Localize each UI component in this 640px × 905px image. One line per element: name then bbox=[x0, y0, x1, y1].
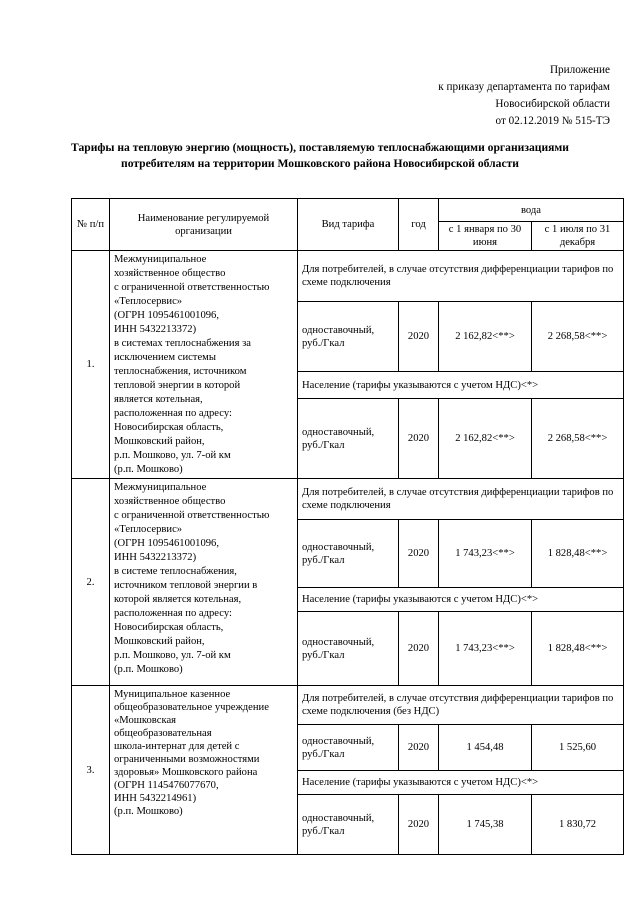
org-line: общеобразовательная bbox=[114, 728, 212, 739]
header-org: Наименование регулируемой организации bbox=[110, 199, 298, 251]
org-line: источником тепловой энергии в bbox=[114, 580, 258, 591]
org-line: Межмуниципальное bbox=[114, 482, 207, 493]
org-line: «Теплосервис» bbox=[114, 296, 183, 307]
org-line: (р.п. Мошково) bbox=[114, 664, 183, 675]
tariff-type: одноставочный, руб./Гкал bbox=[298, 725, 399, 771]
tariff-value-jul-dec: 2 268,58<**> bbox=[532, 302, 624, 372]
org-line: хозяйственное общество bbox=[114, 268, 226, 279]
org-line: Мошковский район, bbox=[114, 436, 205, 447]
tariff-value-jul-dec: 1 828,48<**> bbox=[532, 612, 624, 686]
tariff-type: одноставочный, руб./Гкал bbox=[298, 795, 399, 855]
row-number: 2. bbox=[72, 479, 110, 686]
org-line: является котельная, bbox=[114, 394, 203, 405]
tariff-value-jul-dec: 2 268,58<**> bbox=[532, 399, 624, 479]
tariff-year: 2020 bbox=[399, 302, 439, 372]
tariff-year: 2020 bbox=[399, 399, 439, 479]
organization-cell bbox=[110, 686, 298, 855]
org-line: исключением системы bbox=[114, 352, 216, 363]
consumer-group-label: Для потребителей, в случае отсутствия дифференциации тарифов по схеме подключения bbox=[298, 251, 624, 302]
header-year: год bbox=[399, 199, 439, 251]
org-line: в системе теплоснабжения, bbox=[114, 566, 237, 577]
org-line: школа-интернат для детей с bbox=[114, 741, 240, 752]
tariff-value-jan-jun: 2 162,82<**> bbox=[439, 399, 532, 479]
organization-cell bbox=[110, 251, 298, 479]
table-row bbox=[72, 251, 624, 302]
tariff-type: одноставочный, руб./Гкал bbox=[298, 399, 399, 479]
org-line: теплоснабжения, источником bbox=[114, 366, 247, 377]
org-line: (ОГРН 1095461001096, bbox=[114, 538, 220, 549]
table-row bbox=[72, 686, 624, 725]
tariff-type: одноставочный, руб./Гкал bbox=[298, 612, 399, 686]
org-line: Новосибирская область, bbox=[114, 422, 224, 433]
tariff-value-jan-jun: 1 743,23<**> bbox=[439, 612, 532, 686]
tariff-year: 2020 bbox=[399, 520, 439, 588]
tariff-type: одноставочный, руб./Гкал bbox=[298, 520, 399, 588]
tariff-value-jul-dec: 1 828,48<**> bbox=[532, 520, 624, 588]
org-line: расположенная по адресу: bbox=[114, 608, 232, 619]
org-line: (р.п. Мошково) bbox=[114, 464, 183, 475]
org-line: хозяйственное общество bbox=[114, 496, 226, 507]
organization-cell bbox=[110, 479, 298, 686]
org-line: (р.п. Мошково) bbox=[114, 806, 183, 817]
appendix-line: к приказу департамента по тарифам bbox=[438, 81, 610, 93]
tariff-year: 2020 bbox=[399, 612, 439, 686]
appendix-block bbox=[438, 62, 610, 130]
header-type: Вид тарифа bbox=[298, 199, 399, 251]
header-period2: с 1 июля по 31 декабря bbox=[532, 222, 624, 251]
org-line: с ограниченной ответственностью bbox=[114, 282, 270, 293]
tariff-value-jul-dec: 1 525,60 bbox=[532, 725, 624, 771]
tariff-value-jan-jun: 2 162,82<**> bbox=[439, 302, 532, 372]
row-number: 1. bbox=[72, 251, 110, 479]
org-line: которой является котельная, bbox=[114, 594, 242, 605]
consumer-group-label: Население (тарифы указываются с учетом НДС)<*> bbox=[298, 771, 624, 795]
consumer-group-label: Население (тарифы указываются с учетом НДС)<*> bbox=[298, 371, 624, 398]
header-period1: с 1 января по 30 июня bbox=[439, 222, 532, 251]
org-line: ограниченными возможностями bbox=[114, 754, 260, 765]
org-line: (ОГРН 1145476077670, bbox=[114, 780, 219, 791]
org-line: с ограниченной ответственностью bbox=[114, 510, 270, 521]
org-line: здоровья» Мошковского района bbox=[114, 767, 258, 778]
table-body bbox=[72, 199, 624, 855]
row-number: 3. bbox=[72, 686, 110, 855]
org-line: ИНН 5432214961) bbox=[114, 793, 197, 804]
tariff-year: 2020 bbox=[399, 725, 439, 771]
header-row bbox=[72, 199, 624, 222]
org-line: тепловой энергии в которой bbox=[114, 380, 241, 391]
header-num: № п/п bbox=[72, 199, 110, 251]
org-line: Межмуниципальное bbox=[114, 254, 207, 265]
table-row bbox=[72, 479, 624, 520]
tariff-value-jan-jun: 1 745,38 bbox=[439, 795, 532, 855]
org-line: Муниципальное казенное bbox=[114, 689, 231, 700]
consumer-group-label: Для потребителей, в случае отсутствия дифференциации тарифов по схеме подключения (без НДС) bbox=[298, 686, 624, 725]
tariff-year: 2020 bbox=[399, 795, 439, 855]
org-line: (ОГРН 1095461001096, bbox=[114, 310, 220, 321]
org-line: «Теплосервис» bbox=[114, 524, 183, 535]
org-line: «Мошковская bbox=[114, 715, 177, 726]
appendix-line: Приложение bbox=[549, 64, 610, 76]
consumer-group-label: Население (тарифы указываются с учетом НДС)<*> bbox=[298, 588, 624, 612]
tariff-value-jul-dec: 1 830,72 bbox=[532, 795, 624, 855]
org-line: в системах теплоснабжения за bbox=[114, 338, 252, 349]
org-line: расположенная по адресу: bbox=[114, 408, 232, 419]
tariff-type: одноставочный, руб./Гкал bbox=[298, 302, 399, 372]
appendix-line: от 02.12.2019 № 515-ТЭ bbox=[495, 115, 610, 127]
org-line: Новосибирская область, bbox=[114, 622, 224, 633]
org-line: ИНН 5432213372) bbox=[114, 324, 197, 335]
org-line: р.п. Мошково, ул. 7-ой км bbox=[114, 650, 231, 661]
tariff-value-jan-jun: 1 454,48 bbox=[439, 725, 532, 771]
tariff-table bbox=[71, 198, 624, 855]
org-line: ИНН 5432213372) bbox=[114, 552, 197, 563]
header-water: вода bbox=[439, 199, 624, 222]
consumer-group-label: Для потребителей, в случае отсутствия дифференциации тарифов по схеме подключения bbox=[298, 479, 624, 520]
document-title: Тарифы на тепловую энергию (мощность), поставляемую теплоснабжающими организациями потребителям на территории Мошковского района Новосибирской области bbox=[71, 141, 569, 170]
appendix-line: Новосибирской области bbox=[495, 98, 610, 110]
tariff-value-jan-jun: 1 743,23<**> bbox=[439, 520, 532, 588]
org-line: общеобразовательное учреждение bbox=[114, 702, 269, 713]
org-line: р.п. Мошково, ул. 7-ой км bbox=[114, 450, 231, 461]
org-line: Мошковский район, bbox=[114, 636, 205, 647]
